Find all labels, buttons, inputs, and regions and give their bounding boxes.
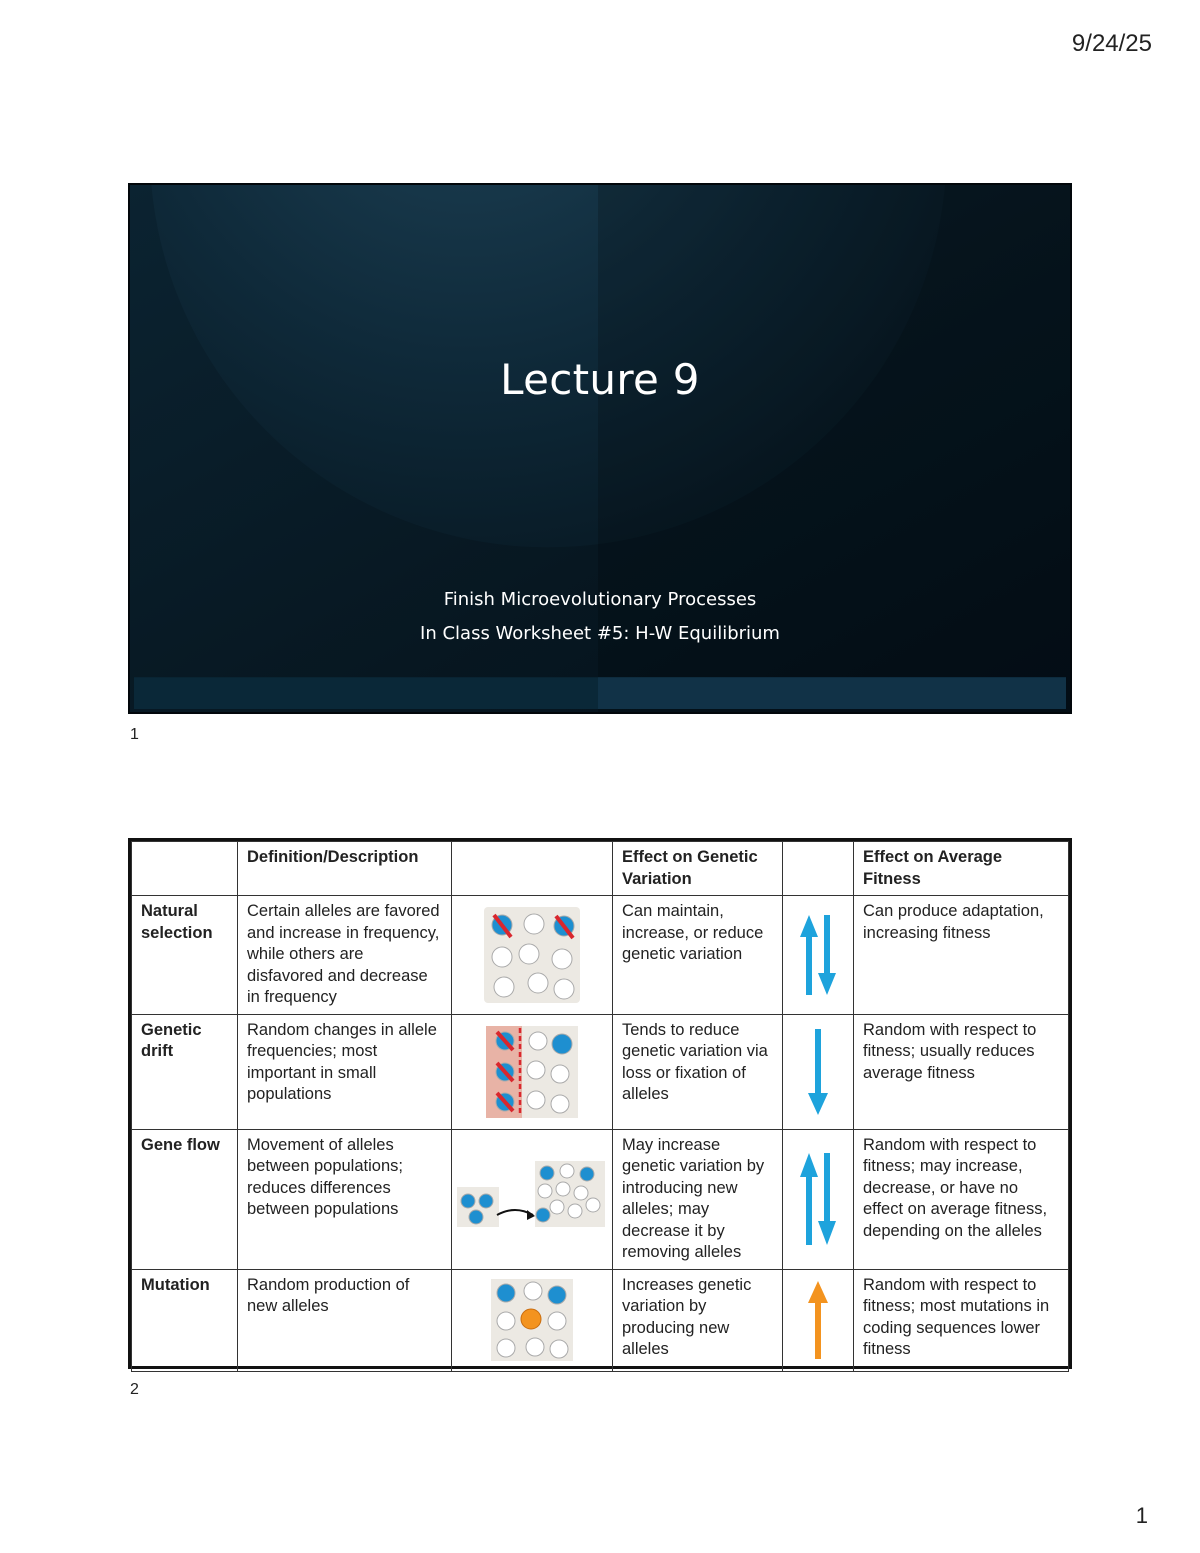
page-date: 9/24/25	[1071, 30, 1152, 57]
allele-circle	[497, 1282, 568, 1358]
process-name: Natural selection	[132, 896, 238, 1015]
slide-subtitle-1: Finish Microevolutionary Processes	[443, 589, 757, 610]
process-variation-effect: Increases genetic variation by producing new alleles	[613, 1269, 783, 1371]
page-number: 1	[1135, 1503, 1148, 1528]
process-name: Gene flow	[132, 1129, 238, 1269]
table-row	[132, 1129, 1069, 1269]
table-header-row	[132, 842, 1069, 896]
microevolution-table	[131, 841, 1069, 1372]
gene-flow-illustration	[452, 1129, 613, 1269]
process-name: Genetic drift	[132, 1014, 238, 1129]
title-slide	[128, 183, 1072, 714]
header-variation: Effect on Genetic Variation	[613, 842, 783, 896]
table-row	[132, 1269, 1069, 1371]
process-fitness-effect: Can produce adaptation, increasing fitness	[854, 896, 1069, 1015]
up-arrow-icon	[783, 1269, 854, 1371]
slide-number-1: 1	[130, 726, 139, 743]
processes-table-slide	[128, 838, 1072, 1369]
process-fitness-effect: Random with respect to fitness; may increase, decrease, or have no effect on average fitness, depending on the alleles	[854, 1129, 1069, 1269]
process-definition: Random production of new alleles	[238, 1269, 452, 1371]
header-image	[452, 842, 613, 896]
slide-title: Lecture 9	[500, 355, 700, 404]
up-down-arrow-icon	[783, 1129, 854, 1269]
drift-illustration	[452, 1014, 613, 1129]
process-name: Mutation	[132, 1269, 238, 1371]
header-blank	[132, 842, 238, 896]
process-variation-effect: Tends to reduce genetic variation via loss or fixation of alleles	[613, 1014, 783, 1129]
table-row	[132, 1014, 1069, 1129]
process-definition: Random changes in allele frequencies; most important in small populations	[238, 1014, 452, 1129]
mutation-illustration	[452, 1269, 613, 1371]
down-arrow-icon	[783, 1014, 854, 1129]
process-definition: Certain alleles are favored and increase in frequency, while others are disfavored and decrease in frequency	[238, 896, 452, 1015]
table-row	[132, 896, 1069, 1015]
slide-number-2: 2	[130, 1381, 139, 1398]
header-fitness: Effect on Average Fitness	[854, 842, 1069, 896]
process-definition: Movement of alleles between populations; reduces differences between populations	[238, 1129, 452, 1269]
process-variation-effect: May increase genetic variation by introducing new alleles; may decrease it by removing alleles	[613, 1129, 783, 1269]
process-fitness-effect: Random with respect to fitness; most mutations in coding sequences lower fitness	[854, 1269, 1069, 1371]
process-fitness-effect: Random with respect to fitness; usually reduces average fitness	[854, 1014, 1069, 1129]
header-definition: Definition/Description	[238, 842, 452, 896]
slide-subtitle-2: In Class Worksheet #5: H-W Equilibrium	[420, 623, 780, 644]
header-arrow	[783, 842, 854, 896]
selection-illustration	[452, 896, 613, 1015]
up-down-arrow-icon	[783, 896, 854, 1015]
process-variation-effect: Can maintain, increase, or reduce genetic variation	[613, 896, 783, 1015]
